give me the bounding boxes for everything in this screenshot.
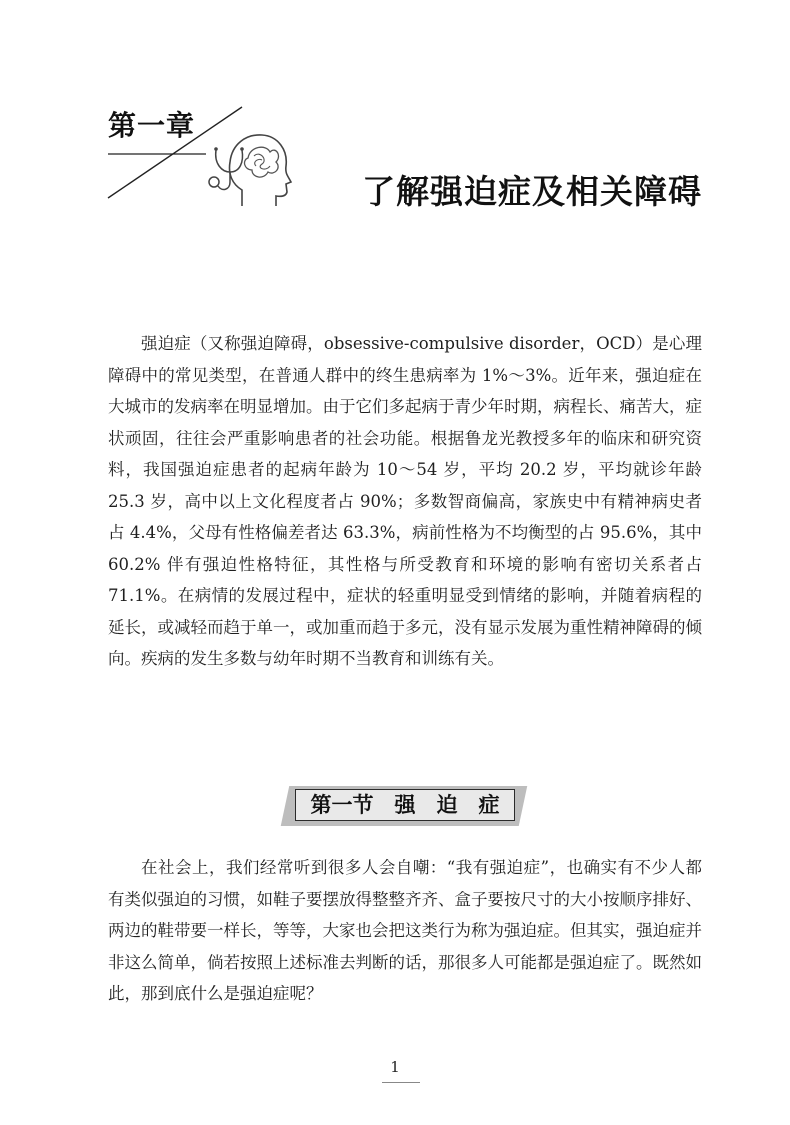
chapter-title: 了解强迫症及相关障碍	[362, 172, 702, 211]
section-heading	[285, 786, 523, 826]
page-number-rule	[382, 1082, 420, 1083]
head-stethoscope-icon	[196, 120, 296, 210]
intro-paragraph: 强迫症（又称强迫障碍，obsessive-compulsive disorder，OCD）是心理障碍中的常见类型，在普通人群中的终生患病率为 1%～3%。近年来，强迫症在大城市的发病率在明显增加。由于它们多起病于青少年时期，病程长、痛苦大，症状顽固，往往会严重影响患者的社会功能。根据鲁龙光教授多年的临床和研究资料，我国强迫症患者的起病年龄为 10～54 岁，平均 20.2 岁，平均就诊年龄 25.3 岁，高中以上文化程度者占 90%；多数智商偏高，家族史中有精神病史者占 4.4%，父母有性格偏差者达 63.3%，病前性格为不均衡型的占 95.6%，其中 60.2% 伴有强迫性格特征，其性格与所受教育和环境的影响有密切关系者占 71.1%。在病情的发展过程中，症状的轻重明显受到情绪的影响，并随着病程的延长，或减轻而趋于单一，或加重而趋于多元，没有显示发展为重性精神障碍的倾向。疾病的发生多数与幼年时期不当教育和训练有关。	[108, 334, 702, 668]
chapter-label: 第一章	[108, 109, 196, 142]
page-number: 1	[390, 1058, 400, 1076]
section-title: 第一节 强 迫 症	[295, 789, 515, 821]
section-paragraph: 在社会上，我们经常听到很多人会自嘲：“我有强迫症”，也确实有不少人都有类似强迫的习惯，如鞋子要摆放得整整齐齐、盒子要按尺寸的大小按顺序排好、两边的鞋带要一样长，等等，大家也会把这类行为称为强迫症。但其实，强迫症并非这么简单，倘若按照上述标准去判断的话，那很多人可能都是强迫症了。既然如此，那到底什么是强迫症呢？	[108, 858, 702, 1003]
